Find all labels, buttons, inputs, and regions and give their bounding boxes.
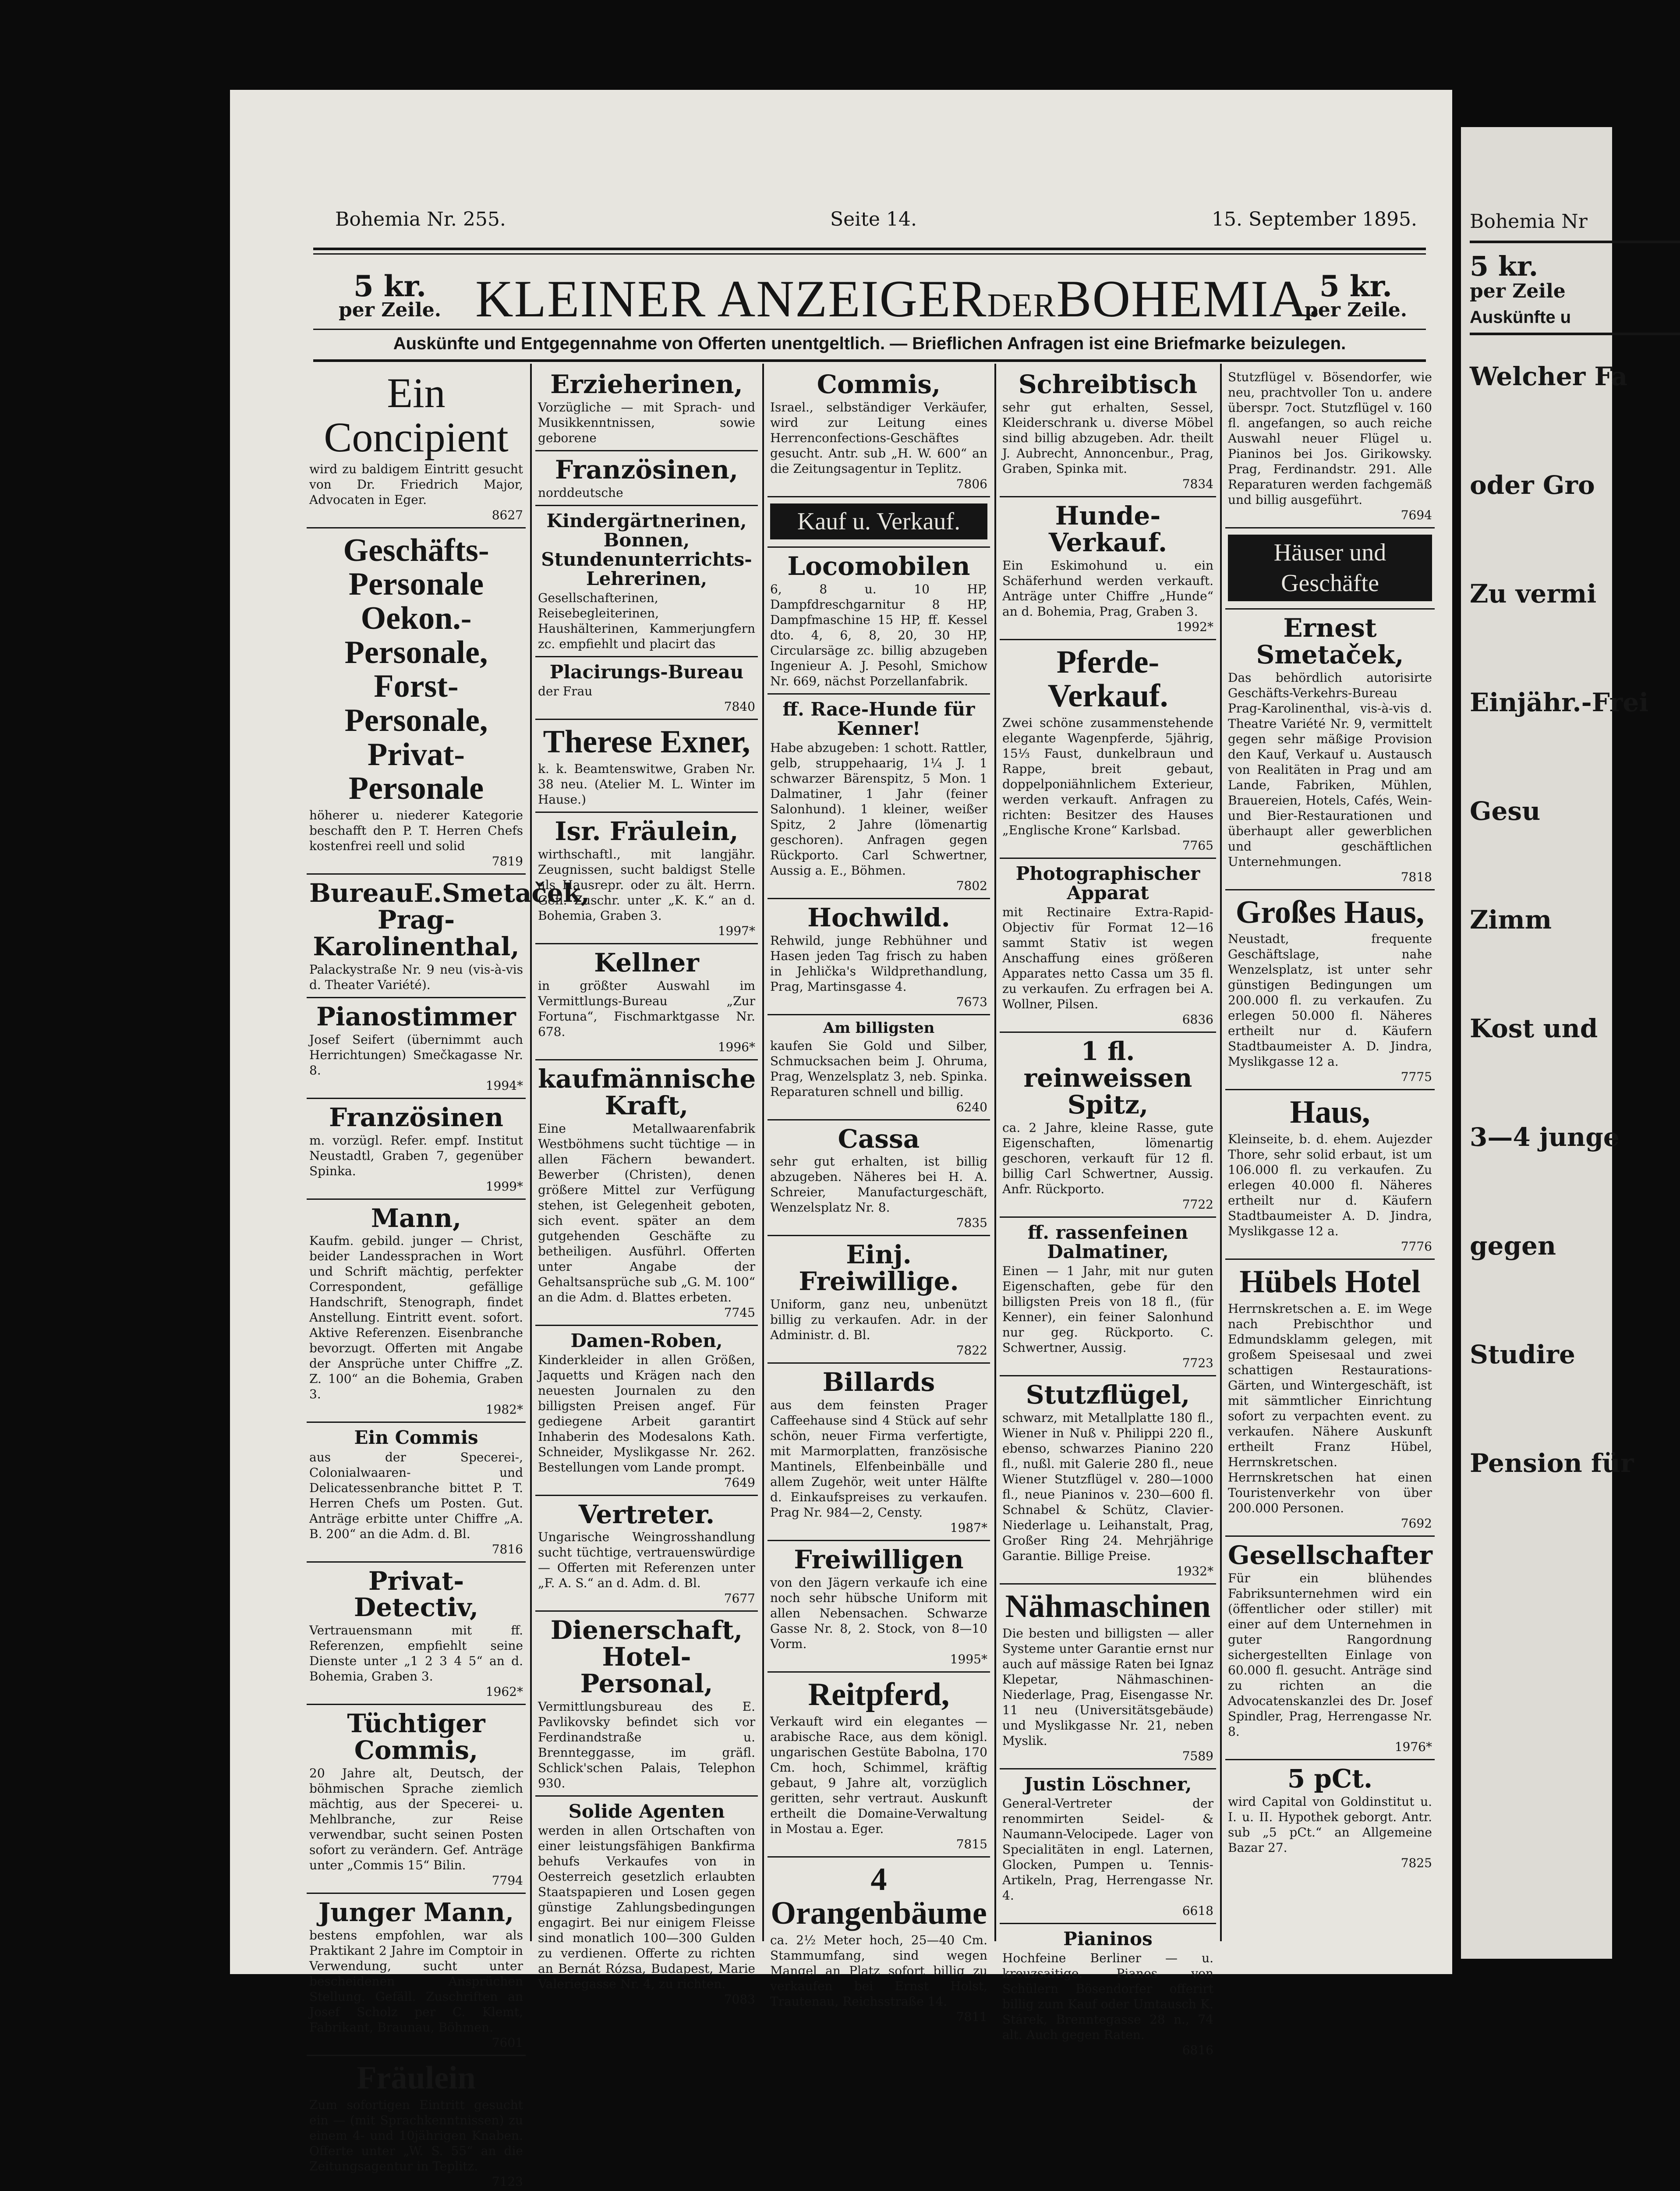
ad-number: 6816 — [1182, 2042, 1213, 2057]
adjacent-notice: Auskünfte u — [1470, 308, 1571, 327]
ad-number: 7123 — [492, 2174, 523, 2189]
classified-ad — [307, 998, 526, 1099]
ad-text: Vermittlungsbureau des E. Pavlikovsky befindet sich vor Ferdinandstraße u. Brennteggasse, im gräfl. Schlick'schen Palais, Telephon 930. — [538, 1699, 755, 1791]
classified-ad — [1000, 1376, 1216, 1585]
ad-heading: Solide Agenten — [568, 1801, 725, 1822]
ad-heading: Justin Löschner, — [1024, 1773, 1192, 1795]
ad-text: Ungarische Weingrosshandlung sucht tüchtige, vertrauenswürdige — Offerten mit Referenzen unter „F. A. S.“ an d. Adm. d. Bl. — [538, 1530, 755, 1591]
classified-ad — [535, 720, 758, 813]
ad-number: 7694 — [1401, 508, 1432, 522]
classified-ad — [1225, 1537, 1435, 1760]
ad-number: 1999* — [485, 1179, 523, 1194]
ad-heading: Dienerschaft, Hotel-Personal, — [550, 1615, 743, 1699]
header-issue: Bohemia Nr. 255. — [335, 208, 506, 230]
ad-text: Rehwild, junge Rebhühner und Hasen jeden Tag frisch zu haben in Jehlička's Wildprethandlung, Prag, Martinsgasse 4. — [770, 933, 987, 994]
ad-heading: Placirungs-Bureau — [549, 661, 744, 683]
ad-number: 7589 — [1182, 1748, 1213, 1763]
ad-heading: Mann, — [371, 1203, 462, 1233]
ad-text: sehr gut erhalten, ist billig abzugeben. Näheres bei H. A. Schreier, Manufacturgeschäft, Wenzelsplatz Nr. 8. — [770, 1154, 987, 1215]
ad-text: Stutzflügel v. Bösendorfer, wie neu, prachtvoller Ton u. andere überspr. 7oct. Stutzflügel v. 160 fl. angefangen, so auch reiche Auswahl neuer Flügel u. Pianinos bei Jos. Girikowsky. Prag, Ferdinandstr. 291. Alle Reparaturen werden fachgemäß und billig ausgeführt. — [1228, 370, 1432, 507]
ad-heading: Photographischer Apparat — [1015, 863, 1200, 904]
ad-heading: Ein Commis — [354, 1427, 478, 1449]
ad-text: Neustadt, frequente Geschäftslage, nahe Wenzelsplatz, ist unter sehr günstigen Bedingungen um 200.000 fl. zu verkaufen. Zu erlegen 50.000 fl. Näheres ertheilt nur d. Käufern Stadtbaumeister A. D. Jindra, Myslikgasse 12 a. — [1228, 932, 1432, 1069]
classified-ad — [535, 1060, 758, 1326]
ad-heading: Therese Exner, — [543, 724, 750, 760]
classified-ad — [767, 1364, 990, 1541]
ad-text: Gesellschafterinen, Reisebegleiterinen, Haushälterinen, Kammerjungfern zc. empfiehlt und placirt das — [538, 591, 755, 652]
classified-ad — [1225, 1260, 1435, 1537]
ad-heading: 4 Orangenbäume — [771, 1861, 987, 1932]
ad-text: Für ein blühendes Fabriksunternehmen wird ein (öffentlicher oder stiller) mit einer auf dem Unternehmen in guter Rangordnung sichergestellten Einlage von 60.000 fl. gesucht. Anträge sind zu richten an die Advocatenskanzlei des Dr. Josef Spindler, Prag, Herrengasse Nr. 8. — [1228, 1571, 1432, 1739]
classified-ad — [307, 1894, 526, 2056]
classified-ad — [1225, 610, 1435, 890]
classified-ad — [307, 1563, 526, 1705]
classified-ad — [1225, 366, 1435, 528]
ad-text: Palackystraße Nr. 9 neu (vis-à-vis d. Theater Variété). — [309, 962, 523, 992]
ad-heading: BureauE.Smetaček, Prag-Karolinenthal, — [309, 878, 590, 961]
ad-text: Ein Eskimohund u. ein Schäferhund werden verkauft. Anträge unter Chiffre „Hunde“ an d. Bohemia, Prag, Graben 3. — [1002, 558, 1213, 619]
ad-number: 7692 — [1401, 1516, 1432, 1531]
adjacent-page — [1461, 127, 1649, 1959]
ad-number: 7840 — [724, 699, 755, 714]
ad-number: 7822 — [956, 1343, 987, 1358]
ad-number: 1976* — [1394, 1739, 1432, 1754]
section-heading: Häuser und Geschäfte — [1228, 535, 1432, 601]
header-rule-thin — [313, 253, 1426, 255]
ad-text: von den Jägern verkaufe ich eine noch sehr hübsche Uniform mit allen Nebensachen. Schwarze Gasse Nr. 8, 2. Stock, von 8—10 Vorm. — [770, 1575, 987, 1651]
classified-ad — [535, 944, 758, 1060]
classified-ad — [767, 1541, 990, 1673]
ad-heading: Reitpferd, — [808, 1677, 950, 1712]
ad-number: 1962* — [485, 1684, 523, 1699]
ad-number: 6618 — [1182, 1903, 1213, 1918]
classified-ad — [1000, 1218, 1216, 1376]
title-end: BOHEMIA. — [1056, 269, 1322, 328]
column-divider — [994, 364, 996, 1941]
ad-heading: Pianinos — [1063, 1928, 1153, 1950]
ad-text: Das behördlich autorisirte Geschäfts-Verkehrs-Bureau Prag-Karolinenthal, vis-à-vis d. Theatre Variété Nr. 9, vermittelt gegen sehr mäßige Provision den Kauf, Verkauf u. Austausch von Realitäten in Prag und am Lande, Fabriken, Mühlen, Brauereien, Hotels, Cafés, Wein- und Bier-Restaurationen und überhaupt aller gewerblichen und geschäftlichen Unternehmungen. — [1228, 670, 1432, 869]
ad-heading: Tüchtiger Commis, — [347, 1709, 485, 1766]
ad-number: 1994* — [485, 1078, 523, 1093]
ad-heading: ff. rassenfeinen Dalmatiner, — [1027, 1221, 1188, 1262]
adjacent-lines — [1470, 362, 1680, 1478]
ad-heading: Kellner — [594, 947, 699, 978]
adjacent-heading: Studire — [1470, 1340, 1575, 1369]
ad-heading: Geschäfts-Personale Oekon.-Personale, Forst-Personale, Privat-Personale — [343, 532, 489, 807]
classified-ad — [1000, 1924, 1216, 2062]
ad-number: 7811 — [956, 2010, 987, 2024]
classified-ad — [767, 695, 990, 899]
ad-heading: 5 pCt. — [1287, 1763, 1373, 1794]
ad-column-5 — [1225, 366, 1435, 1935]
classified-ad — [307, 1099, 526, 1200]
ad-number: 7649 — [724, 1475, 755, 1490]
classified-ad — [535, 451, 758, 506]
ad-text: kaufen Sie Gold und Silber, Schmucksachen beim J. Ohruma, Prag, Wenzelsplatz 3, neb. Spinka. Reparaturen schnell und billig. — [770, 1038, 987, 1099]
classified-ad — [1000, 1033, 1216, 1218]
ad-heading: Isr. Fräulein, — [555, 816, 739, 846]
ad-heading: Haus, — [1290, 1094, 1370, 1131]
header-date: 15. September 1895. — [1212, 208, 1417, 230]
ad-text: Die besten und billigsten — aller Systeme unter Garantie ernst nur auch auf mässige Raten bei Ignaz Klepetar, Nähmaschinen-Niederlage, Prag, Eisengasse Nr. 11 neu (Universitätsgebäude) und Myslikgasse Nr. 21, neben Myslik. — [1002, 1626, 1213, 1748]
ad-text: norddeutsche — [538, 485, 623, 500]
ad-text: Eine Metallwaarenfabrik Westböhmens sucht tüchtige — in allen Fächern bewandert. Bewerber (Christen), denen größere Mittel zur Verfügung stehen, ist Gelegenheit geboten, sich event. später an dem gutgehenden Geschäfte zu betheiligen. Ausführl. Offerten unter Angabe der Gehaltsansprüche sub „G. M. 100“ an die Adm. d. Blattes erbeten. — [538, 1121, 755, 1305]
ad-number: 7745 — [724, 1305, 755, 1320]
ad-number: 6836 — [1182, 1012, 1213, 1027]
ad-column-2 — [535, 366, 758, 2007]
ad-text: Vorzügliche — mit Sprach- und Musikkenntnissen, sowie geborene — [538, 400, 755, 445]
ad-text: Einen — 1 Jahr, mit nur guten Eigenschaften, gebe für den billigsten Preis von 18 fl., (für Kenner), ein feiner Salonhund nur geg. Rückporto. C. Schwertner, Aussig. — [1002, 1264, 1213, 1355]
column-divider — [530, 364, 532, 1941]
ad-text: schwarz, mit Metallplatte 180 fl., Wiener in Nuß v. Philippi 220 fl., ebenso, schwarzes Pianino 220 fl., nußl. mit Galerie 280 fl., neue Wiener Stutzflügel v. 280—1000 fl., neue Pianinos v. 230—600 fl. Schnabel & Schütz, Clavier-Niederlage u. Leihanstalt, Prag, Großer Ring 24. Mehrjährige Garantie. Billige Preise. — [1002, 1410, 1213, 1563]
ad-number: 7834 — [1182, 476, 1213, 491]
price-left — [318, 269, 462, 321]
masthead-rule — [313, 329, 1426, 330]
ad-text: ca. 2½ Meter hoch, 25—40 Cm. Stammumfang, sind wegen Mangel an Platz sofort billig zu verkaufen bei Ernst Holst, Trautenau, Reichsstraße 14. — [770, 1933, 987, 2009]
ad-text: Uniform, ganz neu, unbenützt billig zu verkaufen. Adr. in der Administr. d. Bl. — [770, 1297, 987, 1343]
ad-heading: Fräulein — [357, 2060, 476, 2096]
ad-heading: Einj. Freiwillige. — [799, 1240, 959, 1297]
column-divider — [1220, 364, 1222, 1941]
ad-text: General-Vertreter der renommirten Seidel- & Naumann-Velocipede. Lager von Specialitäten in engl. Laternen, Glocken, Pumpen u. Tennis-Artikeln, Prag, Herrengasse Nr. 4. — [1002, 1796, 1213, 1903]
classified-ad — [767, 1015, 990, 1120]
classified-ad — [767, 1858, 990, 2029]
adjacent-header: Bohemia Nr — [1470, 210, 1588, 233]
ad-text: Habe abzugeben: 1 schott. Rattler, gelb, struppehaarig, 1¼ J. 1 schwarzer Bärenspitz, 5 Mon. 1 Dalmatiner, 1 Jahr (feiner Salonhund). 1 kleiner, weißer Spitz, 2 Jahre (lömenartig geschoren). Anfragen gegen Rückporto. Carl Schwertner, Aussig a. E., Böhmen. — [770, 740, 987, 878]
title-main: KLEINER ANZEIGER — [475, 269, 987, 328]
ad-heading: Damen-Roben, — [570, 1329, 723, 1351]
ad-text: Zum sofortigen Eintritt gesucht ein — (mit Sprachkenntnissen) zu einem 4- und 10jährigen Knaben. Offerte unter „W. S. 55“ an die Zeitungsagentur in Teplitz. — [309, 2097, 523, 2173]
price-left-amount: 5 kr. — [353, 269, 427, 303]
ad-column-4 — [1000, 366, 1216, 2057]
ad-heading: Ein Concipient — [324, 369, 509, 461]
masthead-title — [475, 269, 1322, 328]
header-rule — [313, 248, 1426, 250]
title-small: DER — [987, 287, 1057, 324]
adjacent-price: 5 kr. — [1470, 250, 1539, 282]
ad-heading: Am billigsten — [823, 1019, 935, 1037]
header-page-number: Seite 14. — [830, 208, 917, 230]
ad-heading: Pferde-Verkauf. — [1047, 644, 1168, 714]
notice-rule — [313, 359, 1426, 362]
classified-ad — [1000, 1769, 1216, 1924]
classified-ad — [535, 813, 758, 944]
classified-ad — [767, 899, 990, 1015]
ad-heading: Junger Mann, — [318, 1897, 514, 1928]
classified-ad — [307, 875, 590, 998]
ad-text: Kleinseite, b. d. ehem. Aujezder Thore, sehr solid erbaut, ist um 106.000 fl. zu verkaufen. Zu erlegen 40.000 fl. Näheres ertheilt nur d. Käufern Stadtbaumeister A. D. Jindra, Myslikgasse 12 a. — [1228, 1132, 1432, 1239]
classified-ad — [307, 1200, 526, 1423]
classified-ad — [535, 657, 758, 720]
ad-heading: ff. Race-Hunde für Kenner! — [782, 698, 975, 739]
ad-number: 7083 — [724, 1992, 755, 2007]
classified-ad — [767, 1236, 990, 1364]
ad-heading: Commis, — [817, 369, 941, 399]
adjacent-heading: Einjähr.-Frei — [1470, 688, 1649, 717]
ad-text: Herrnskretschen a. E. im Wege nach Prebischthor und Edmundsklamm gelegen, mit großem Speisesaal und zwei schattigen Restaurations-Gärten, und Wintergeschäft, ist mit sämmtlicher Einrichtung sofort zu verpachten event. zu verkaufen. Nähere Auskunft ertheilt Franz Hübel, Herrnskretschen. Herrnskretschen hat einen Touristenverkehr von über 200.000 Personen. — [1228, 1301, 1432, 1515]
classified-ad — [767, 1120, 990, 1237]
classified-ad — [535, 506, 758, 657]
ad-text: Hochfeine Berliner — u. kreuzsaitige. Pianos von Schülern Bösendorfer offerirt billig zum Kauf oder Umtausch K. Stárek, Brenntegasse 28 n., 74 alt. Auch gegen Raten. — [1002, 1950, 1213, 2042]
classified-ad — [1225, 1090, 1435, 1260]
ad-number: 7794 — [492, 1873, 523, 1888]
adjacent-heading: Zu vermi — [1470, 579, 1597, 609]
ad-column-3 — [767, 366, 990, 2024]
ad-text: der Frau — [538, 684, 593, 699]
classified-ad — [535, 1326, 758, 1496]
ad-text: Israel., selbständiger Verkäufer, wird zur Leitung eines Herrenconfections-Geschäftes gesucht. Antr. sub „H. W. 600“ an die Zeitungsagentur in Teplitz. — [770, 400, 987, 476]
ad-number: 7601 — [492, 2035, 523, 2050]
classified-ad — [1000, 640, 1216, 859]
classified-ad — [307, 528, 526, 875]
ad-text: Zwei schöne zusammenstehende elegante Wagenpferde, 5jährig, 15⅓ Faust, dunkelbraun und Rappe, breit gebaut, doppelponiähnlichem Exterieur, werden verkauft. Anfragen zu richten: Besitzer des Hauses „Englische Krone“ Karlsbad. — [1002, 716, 1213, 838]
classified-ad — [1225, 528, 1435, 610]
section-heading: Kauf u. Verkauf. — [770, 503, 987, 539]
ad-heading: Schreibtisch — [1018, 369, 1198, 399]
ad-heading: Gesellschafter — [1228, 1540, 1432, 1570]
ad-number: 7825 — [1401, 1855, 1432, 1870]
ad-number: 8627 — [492, 507, 523, 522]
adjacent-heading: Welcher Fa — [1470, 362, 1628, 391]
ad-number: 7677 — [724, 1591, 755, 1606]
ad-heading: Hübels Hotel — [1239, 1264, 1421, 1300]
notice-line: Auskünfte und Entgegennahme von Offerten unentgeltlich. — Brieflichen Anfragen ist eine Briefmarke beizulegen. — [393, 334, 1346, 353]
classified-ad — [767, 366, 990, 497]
ad-number: 7802 — [956, 878, 987, 893]
ad-text: wird Capital von Goldinstitut u. I. u. II. Hypothek geborgt. Antr. sub „5 pCt.“ an Allgemeine Bazar 27. — [1228, 1794, 1432, 1855]
ad-text: Verkauft wird ein elegantes — arabische Race, aus dem königl. ungarischen Gestüte Babolna, 170 Cm. hoch, Schimmel, kräftig gebaut, 9 Jahre alt, vorzüglich geritten, sehr vertraut. Auskunft ertheilt die Domaine-Verwaltung in Mostau a. Eger. — [770, 1714, 987, 1836]
ad-number: 1997* — [718, 923, 755, 938]
classified-ad — [1000, 366, 1216, 497]
adjacent-heading: Pension für — [1470, 1448, 1634, 1478]
classified-ad — [767, 497, 990, 548]
classified-ad — [1000, 859, 1216, 1033]
ad-text: Kinderkleider in allen Größen, Jaquetts und Krägen nach den neuesten Journalen zu den billigsten Preisen angef. Für gediegene Arbeit garantirt Inhaberin des Modesalons Kath. Schneider, Myslikgasse Nr. 262. Bestellungen vom Lande prompt. — [538, 1352, 755, 1475]
ad-heading: Französinen, — [555, 454, 739, 485]
ad-heading: Erzieherinen, — [550, 369, 743, 399]
price-right — [1290, 269, 1422, 321]
classified-ad — [307, 1705, 526, 1894]
ad-number: 7819 — [492, 854, 523, 869]
classified-ad — [535, 1797, 758, 2011]
ad-text: 20 Jahre alt, Deutsch, der böhmischen Sprache ziemlich mächtig, aus der Specerei- u. Mehlbranche, zur Reise verwendbar, sucht seinen Posten sofort zu verändern. Gef. Anträge unter „Commis 15“ Bilin. — [309, 1766, 523, 1873]
ad-number: 1992* — [1176, 619, 1213, 634]
ad-heading: Stutzflügel, — [1026, 1380, 1190, 1410]
ad-heading: Privat-Detectiv, — [354, 1566, 479, 1623]
ad-text: Josef Seifert (übernimmt auch Herrichtungen) Smečkagasse Nr. 8. — [309, 1032, 523, 1078]
ad-text: wirthschaftl., mit langjähr. Zeugnissen, sucht baldigst Stelle als Hausrepr. oder zu ält. Herrn. Gefl. Zuschr. unter „K. K.“ an d. Bohemia, Graben 3. — [538, 847, 755, 923]
ad-number: 1995* — [950, 1652, 987, 1666]
page-header — [335, 208, 1417, 239]
ad-text: Vertrauensmann mit ff. Referenzen, empfiehlt seine Dienste unter „1 2 3 4 5“ an d. Bohemia, Graben 3. — [309, 1623, 523, 1684]
classified-ad — [307, 2056, 526, 2191]
ad-number: 7722 — [1182, 1197, 1213, 1212]
ad-number: 1982* — [485, 1402, 523, 1417]
ad-number: 1932* — [1176, 1563, 1213, 1578]
ad-heading: Hochwild. — [807, 902, 950, 932]
column-divider — [762, 364, 764, 1941]
ad-number: 7815 — [956, 1836, 987, 1851]
adjacent-price-unit: per Zeile — [1470, 280, 1566, 302]
adjacent-heading: gegen — [1470, 1231, 1556, 1261]
ad-number: 7835 — [956, 1216, 987, 1230]
ad-text: in größter Auswahl im Vermittlungs-Bureau „Zur Fortuna“, Fischmarktgasse Nr. 678. — [538, 978, 755, 1039]
ad-number: 6240 — [956, 1099, 987, 1114]
classified-ad — [1225, 890, 1435, 1091]
ad-heading: Hunde-Verkauf. — [1048, 500, 1167, 557]
ad-text: höherer u. niederer Kategorie beschafft den P. T. Herren Chefs kostenfrei reell und solid — [309, 808, 523, 854]
ad-text: werden in allen Ortschaften von einer leistungsfähigen Bankfirma behufs Verkaufes von in Oesterreich gesetzlich erlaubten Staatspapieren und Losen gegen günstige Zahlungsbedingungen engagirt. Bei nur einigem Fleisse sind monatlich 100—300 Gulden zu verdienen. Offerte zu richten an Bernát Rózsa, Budapest, Marie Valeriegasse Nr. 4, zu richten. — [538, 1823, 755, 1992]
price-right-unit: per Zeile. — [1304, 299, 1408, 321]
ad-number: 1996* — [718, 1039, 755, 1054]
classified-ad — [767, 548, 990, 695]
ad-heading: Ernest Smetaček, — [1256, 613, 1404, 670]
adjacent-heading: Zimm — [1470, 905, 1552, 935]
ad-number: 7673 — [956, 994, 987, 1009]
ad-heading: Vertreter. — [578, 1499, 715, 1529]
ad-number: 1987* — [950, 1521, 987, 1535]
ad-text: sehr gut erhalten, Sessel, Kleiderschrank u. diverse Möbel sind billig abzugeben. Adr. theilt J. Aubrecht, Annoncenbur., Prag, Graben, Spinka mit. — [1002, 400, 1213, 476]
ad-number: 7776 — [1401, 1239, 1432, 1254]
classified-ad — [307, 366, 526, 528]
classified-ad — [307, 1423, 526, 1562]
ad-heading: Billards — [822, 1367, 935, 1397]
ad-heading: Kindergärtnerinen, Bonnen, Stundenunterrichts-Lehrerinen, — [541, 510, 752, 590]
ad-heading: Cassa — [838, 1124, 920, 1154]
adjacent-heading: oder Gro — [1470, 470, 1595, 500]
ad-text: mit Rectinaire Extra-Rapid-Objectiv für Format 12—16 sammt Stativ ist wegen Anschaffung eines größeren Apparates netto Cassa um 35 fl. zu verkaufen. Zu erfragen bei A. Wollner, Pilsen. — [1002, 905, 1213, 1012]
classified-ad — [1000, 1585, 1216, 1769]
ad-heading: kaufmännische Kraft, — [538, 1064, 756, 1120]
ad-text: aus dem feinsten Prager Caffeehause sind 4 Stück auf sehr schön, neuer Firma verfertigte, mit Marmorplatten, französische Mantinels, Elfenbeinbälle und allem Zugehör, weit unter Hälfte d. Einkaufspreises zu verkaufen. Prag Nr. 984—2, Censty. — [770, 1398, 987, 1520]
ad-text: bestens empfohlen, war als Praktikant 2 Jahre im Comptoir in Verwendung, sucht unter bescheidenen Ansprüchen Stellung. Gefäll. Zuschriften an Josef Scholz per C. Klemt, Fabrikant, Braunau, Böhmen. — [309, 1928, 523, 2035]
ad-number: 7765 — [1182, 838, 1213, 853]
adjacent-heading: Gesu — [1470, 796, 1541, 826]
classified-ad — [767, 1673, 990, 1858]
ad-number: 7775 — [1401, 1070, 1432, 1085]
ad-heading: Nähmaschinen — [1005, 1588, 1211, 1624]
ad-heading: Französinen — [329, 1102, 503, 1132]
adjacent-heading: 3—4 junge — [1470, 1122, 1620, 1152]
masthead — [313, 263, 1426, 329]
ad-text: Kaufm. gebild. junger — Christ, beider Landessprachen in Wort und Schrift mächtig, perfekter Correspondent, gefällige Handschrift, Stenograph, findet Anstellung. Eintritt event. sofort. Aktive Referenzen. Eisenbranche bevorzugt. Offerten mit Angabe der Ansprüche unter Chiffre „Z. Z. 100“ an die Bohemia, Graben 3. — [309, 1234, 523, 1402]
price-right-amount: 5 kr. — [1319, 269, 1393, 303]
classified-ad — [535, 366, 758, 451]
ad-heading: 1 fl. reinweissen Spitz, — [1023, 1036, 1192, 1120]
adjacent-heading: Kost und — [1470, 1014, 1598, 1043]
ad-number: 7816 — [492, 1542, 523, 1556]
ad-text: m. vorzügl. Refer. empf. Institut Neustadtl, Graben 7, gegenüber Spinka. — [309, 1133, 523, 1178]
ad-text: k. k. Beamtenswitwe, Graben Nr. 38 neu. (Atelier M. L. Winter im Hause.) — [538, 761, 755, 807]
ad-heading: Locomobilen — [787, 551, 970, 581]
ad-number: 7818 — [1401, 869, 1432, 884]
ad-text: aus der Specerei-, Colonialwaaren- und Delicatessenbranche bittet P. T. Herren Chefs um Posten. Gut. Anträge erbitte unter Chiffre „A. B. 200“ an die Adm. d. Bl. — [309, 1450, 523, 1541]
ad-text: 6, 8 u. 10 HP, Dampfdreschgarnitur 8 HP, Dampfmaschine 15 HP, ff. Kessel dto. 4, 6, 8, 20, 30 HP, Circularsäge zc. billig abzugeben Ingenieur A. J. Pesohl, Smichow Nr. 669, nächst Porzellanfabrik. — [770, 581, 987, 688]
ad-number: 7806 — [956, 476, 987, 491]
ad-heading: Freiwilligen — [794, 1545, 964, 1575]
classified-ad — [535, 1612, 758, 1797]
classified-ad — [1000, 497, 1216, 640]
ad-heading: Großes Haus, — [1235, 894, 1425, 930]
classified-ad — [1225, 1760, 1435, 1875]
ad-number: 7723 — [1182, 1356, 1213, 1371]
classified-ad — [535, 1496, 758, 1612]
ad-text: ca. 2 Jahre, kleine Rasse, gute Eigenschaften, lömenartig geschoren, verkauft für 12 fl. billig Carl Schwertner, Aussig. Anfr. Rückporto. — [1002, 1120, 1213, 1196]
ad-text: wird zu baldigem Eintritt gesucht von Dr. Friedrich Major, Advocaten in Eger. — [309, 461, 523, 507]
price-left-unit: per Zeile. — [338, 299, 442, 321]
ad-heading: Pianostimmer — [316, 1001, 516, 1032]
